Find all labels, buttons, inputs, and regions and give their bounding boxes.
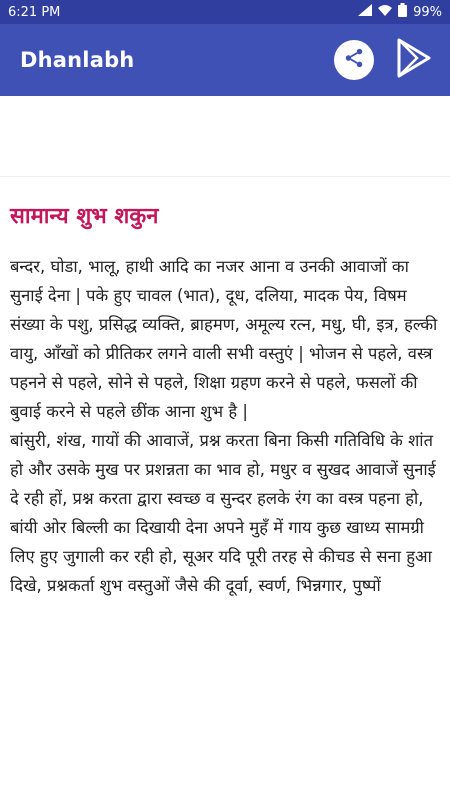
- app-title: Dhanlabh: [20, 48, 135, 72]
- battery-icon: [398, 3, 407, 21]
- play-store-button[interactable]: [394, 40, 434, 80]
- share-icon: [343, 47, 365, 73]
- battery-level: 99%: [413, 4, 442, 20]
- bottom-blank-area: [0, 724, 450, 800]
- status-bar: [0, 0, 450, 24]
- wifi-icon: [378, 4, 392, 20]
- article-content: [0, 184, 450, 724]
- ad-banner-area: [0, 96, 450, 177]
- status-time: 6:21 PM: [8, 4, 61, 20]
- status-icons: [358, 3, 442, 21]
- app-bar: [0, 24, 450, 96]
- signal-icon: [358, 4, 372, 20]
- play-store-icon: [396, 38, 432, 82]
- share-button[interactable]: [334, 40, 374, 80]
- article-body: बन्दर, घोडा, भालू, हाथी आदि का नजर आना व उनकी आवाजों का सुनाई देना | पके हुए चावल (भात), दूध, दलिया, मादक पेय, विषम संख्या के पशु, प्रसिद्ध व्यक्ति, ब्राहमण, अमूल्य रत्न, मधु, घी, इत्र, हल्की वायु, आँखों को प्रीतिकर लगने वाली सभी वस्तुएं | भोजन से पहले, वस्त्र पहनने से पहले, सोने से पहले, शिक्षा ग्रहण करने से पहले, फसलों की बुवाई करने से पहले छींक आना शुभ है | बांसुरी, शंख, गायों की आवाजें, प्रश्न करता बिना किसी गतिविधि के शांत हो और उसके मुख पर प्रशन्नता का भाव हो, मधुर व सुखद आवाजें सुनाई दे रही हों, प्रश्न करता द्वारा स्वच्छ व सुन्दर हलके रंग का वस्त्र पहना हो, बांयी ओर बिल्ली का दिखायी देना अपने मुहँ में गाय कुछ खाध्य सामग्री लिए हुए जुगाली कर रही हो, सूअर यदि पूरी तरह से कीचड से सना हुआ दिखे, प्रश्नकर्ता शुभ वस्तुओं जैसे की दूर्वा, स्वर्ण, भिन्नगार, पुष्पों: [10, 257, 438, 595]
- article-heading: सामान्य शुभ शकुन: [10, 204, 159, 229]
